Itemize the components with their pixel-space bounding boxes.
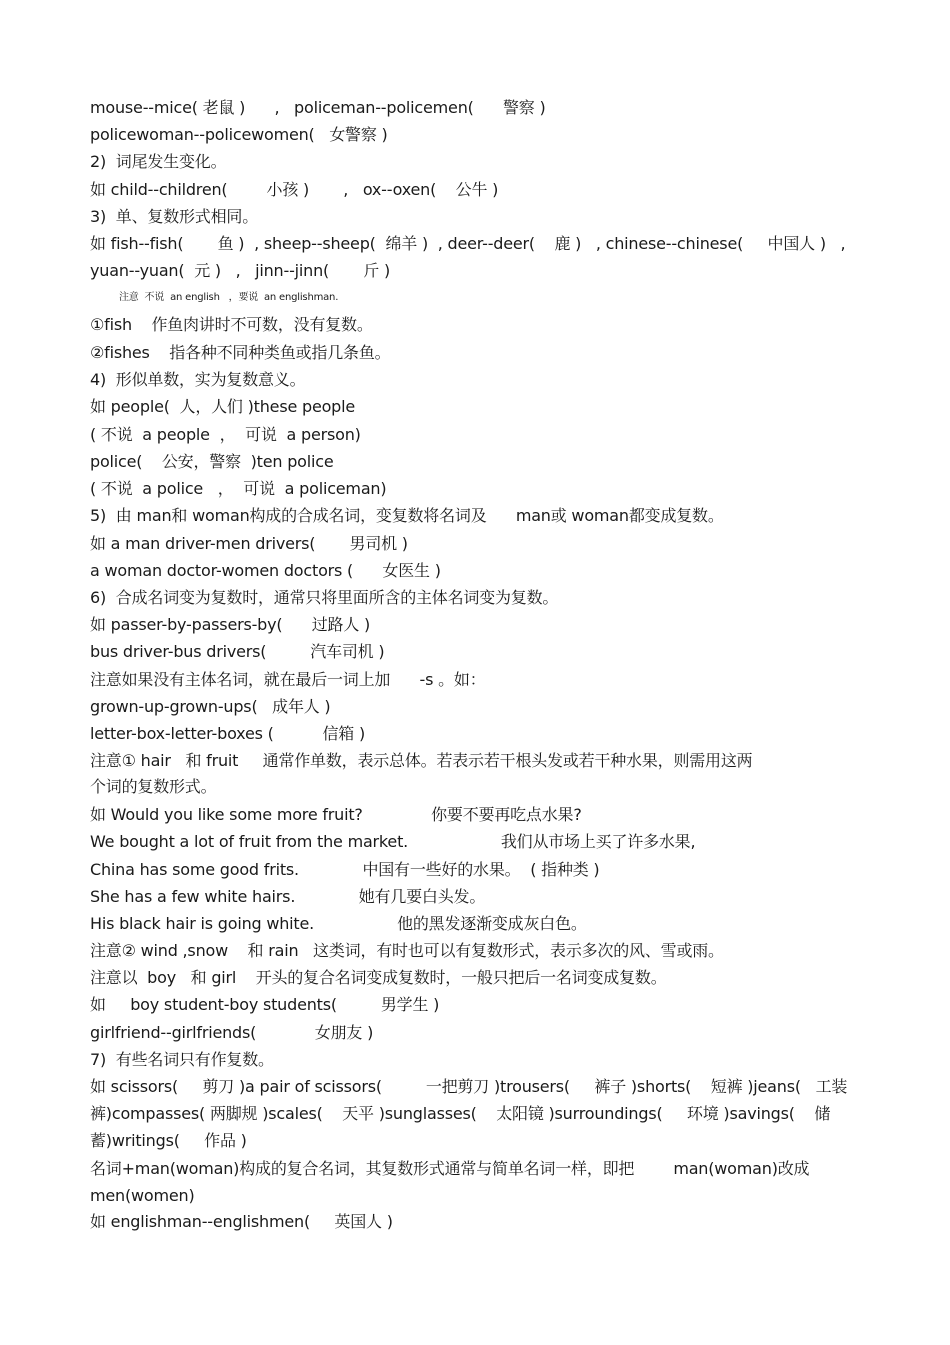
text-line: 注意以 boy 和 girl 开头的复合名词变成复数时，一般只把后一名词变成复数。 xyxy=(90,968,667,987)
text-line: 3) 单、复数形式相同。 xyxy=(90,207,258,226)
text-line: 名词+man(woman)构成的复合名词，其复数形式通常与简单名词一样，即把 man(woman)改成 xyxy=(90,1159,810,1178)
text-line: 如 a man driver-men drivers( 男司机 ) xyxy=(90,534,408,553)
text-line: policewoman--policewomen( 女警察 ) xyxy=(90,125,388,144)
text-line: 如 passer-by-passers-by( 过路人 ) xyxy=(90,615,371,634)
text-line: 注意① hair 和 fruit 通常作单数，表示总体。若表示若干根头发或若干种水果，则需用这两 xyxy=(90,751,753,770)
text-line: 个词的复数形式。 xyxy=(90,777,217,796)
text-line: 如 scissors( 剪刀 )a pair of scissors( 一把剪刀 )trousers( 裤子 )shorts( 短裤 )jeans( 工装 xyxy=(90,1077,848,1096)
text-line: 如 child--children( 小孩 ) , ox--oxen( 公牛 ) xyxy=(90,180,499,199)
text-line: 注意如果没有主体名词，就在最后一词上加 -s 。如： xyxy=(90,670,486,689)
text-line: 如 people( 人，人们 )these people xyxy=(90,397,356,416)
text-line: 如 englishman--englishmen( 英国人 ) xyxy=(90,1212,393,1231)
text-line: 6) 合成名词变为复数时，通常只将里面所含的主体名词变为复数。 xyxy=(90,588,559,607)
text-line: 蓄)writings( 作品 ) xyxy=(90,1131,247,1150)
text-line: 如 fish--fish( 鱼 ) , sheep--sheep( 绵羊 ) , deer--deer( 鹿 ) , chinese--chinese( 中国人 ) , xyxy=(90,234,846,253)
text-line: China has some good frits. 中国有一些好的水果。 ( 指种类 ) xyxy=(90,860,600,879)
text-line: 如 Would you like some more fruit? 你要不要再吃点水果? xyxy=(90,805,582,824)
text-line: ( 不说 a police ， 可说 a policeman) xyxy=(90,479,387,498)
text-line: ①fish 作鱼肉讲时不可数，没有复数。 xyxy=(90,315,373,334)
text-line: mouse--mice( 老鼠 ) , policeman--policemen( 警察 ) xyxy=(90,98,546,117)
text-line: letter-box-letter-boxes ( 信箱 ) xyxy=(90,724,366,743)
text-line: bus driver-bus drivers( 汽车司机 ) xyxy=(90,642,385,661)
text-line: 注意 不说 an english ，要说 an englishman. xyxy=(119,292,339,303)
text-line: 如 boy student-boy students( 男学生 ) xyxy=(90,995,440,1014)
text-line: 7) 有些名词只有作复数。 xyxy=(90,1050,274,1069)
text-line: ( 不说 a people ， 可说 a person) xyxy=(90,425,361,444)
text-line: 裤)compasses( 两脚规 )scales( 天平 )sunglasses( 太阳镜 )surroundings( 环境 )savings( 储 xyxy=(90,1104,831,1123)
text-line: 2) 词尾发生变化。 xyxy=(90,152,227,171)
text-line: police( 公安，警察 )ten police xyxy=(90,452,334,471)
text-line: men(women) xyxy=(90,1186,195,1205)
text-line: ②fishes 指各种不同种类鱼或指几条鱼。 xyxy=(90,343,391,362)
text-line: His black hair is going white. 他的黑发逐渐变成灰白色。 xyxy=(90,914,587,933)
text-line: a woman doctor-women doctors ( 女医生 ) xyxy=(90,561,441,580)
text-line: yuan--yuan( 元 ) , jinn--jinn( 斤 ) xyxy=(90,261,390,280)
text-line: We bought a lot of fruit from the market. 我们从市场上买了许多水果, xyxy=(90,832,696,851)
text-line: grown-up-grown-ups( 成年人 ) xyxy=(90,697,331,716)
text-line: 注意② wind ,snow 和 rain 这类词，有时也可以有复数形式，表示多次的风、雪或雨。 xyxy=(90,941,724,960)
text-line: 5) 由 man和 woman构成的合成名词，变复数将名词及 man或 woman都变成复数。 xyxy=(90,506,724,525)
text-line: She has a few white hairs. 她有几要白头发。 xyxy=(90,887,486,906)
text-line: girlfriend--girlfriends( 女朋友 ) xyxy=(90,1023,374,1042)
text-line: 4) 形似单数，实为复数意义。 xyxy=(90,370,306,389)
